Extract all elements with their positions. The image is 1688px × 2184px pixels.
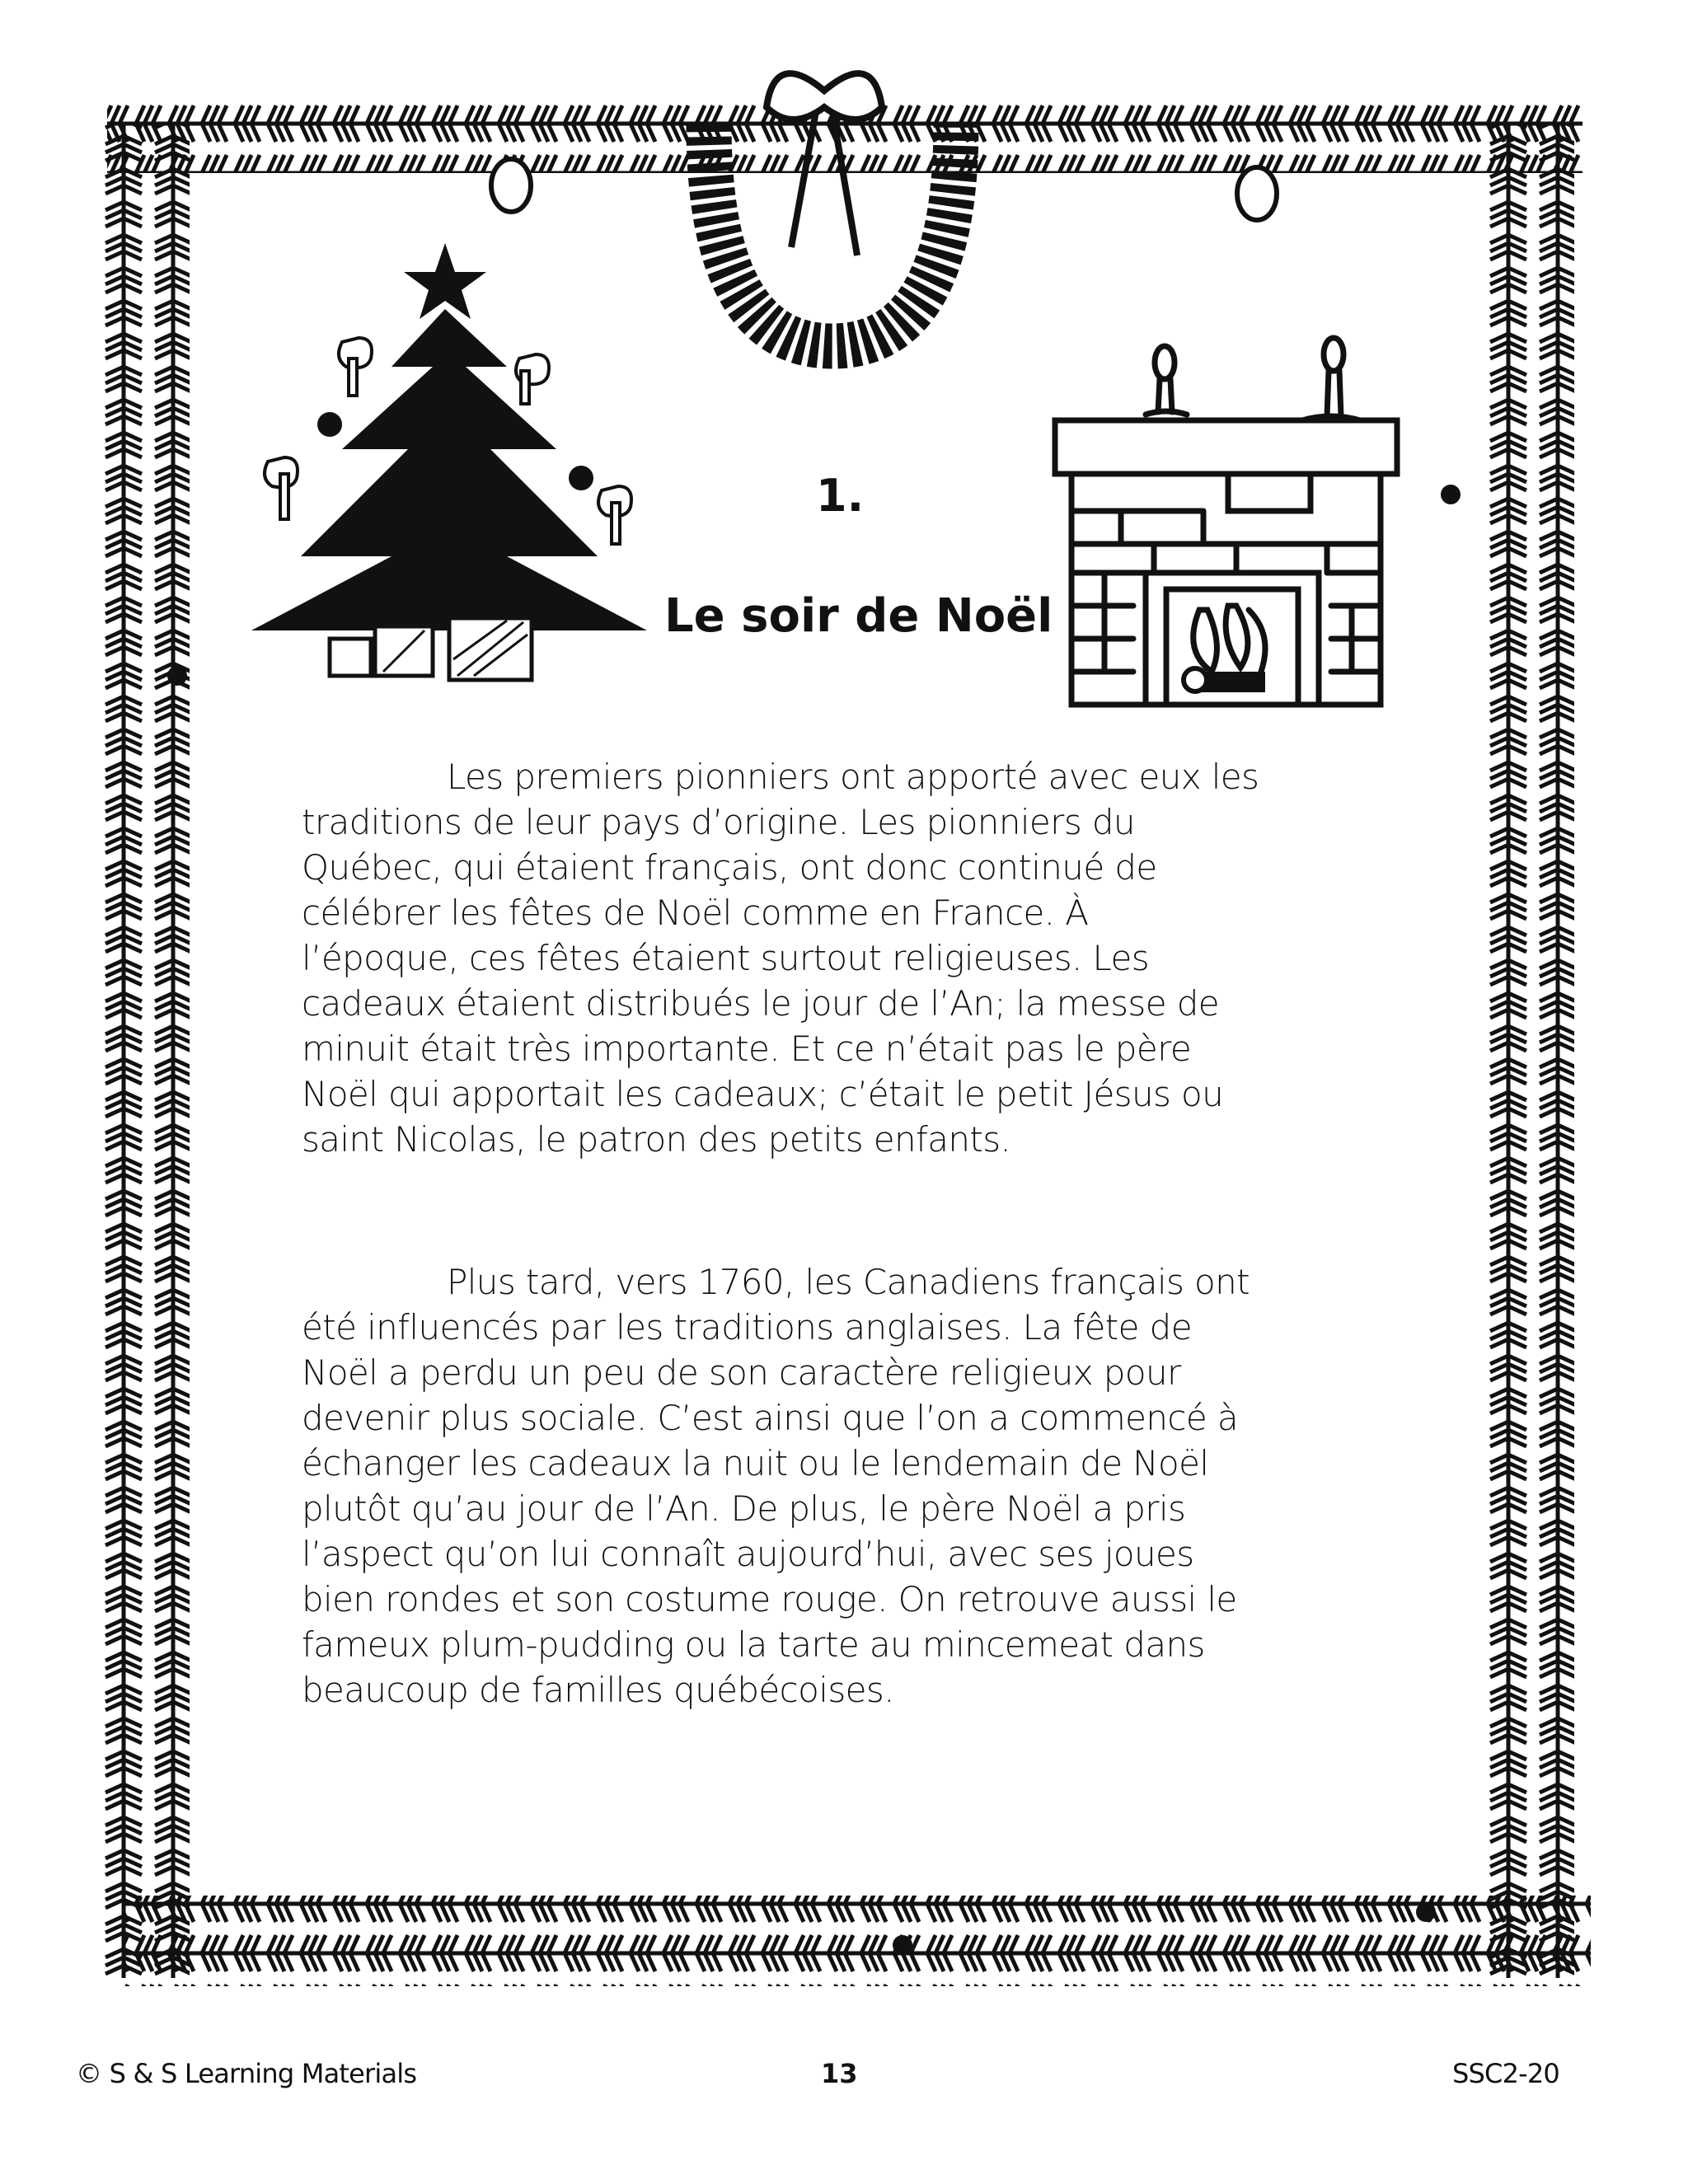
paragraph-line: plutôt qu’au jour de l’An. De plus, le père Noël a pris [302,1488,1186,1529]
paragraph-line: Plus tard, vers 1760, les Canadiens français ont [447,1262,1250,1302]
paragraph-line: fameux plum-pudding ou la tarte au mincemeat dans [302,1624,1205,1665]
paragraph-line: Noël a perdu un peu de son caractère religieux pour [302,1352,1181,1393]
page-title: Le soir de Noël [664,589,1053,643]
footer-code: SSC2-20 [1452,2058,1559,2089]
footer-copyright: © S & S Learning Materials [76,2058,417,2089]
paragraph-line: devenir plus sociale. C’est ainsi que l’on a commencé à [302,1398,1239,1438]
paragraph-line: échanger les cadeaux la nuit ou le lendemain de Noël [302,1443,1209,1483]
paragraph-line: bien rondes et son costume rouge. On retrouve aussi le [302,1579,1237,1619]
paragraph-line: cadeaux étaient distribués le jour de l’An; la messe de [302,983,1219,1024]
paragraph-line: saint Nicolas, le patron des petits enfants. [302,1119,1011,1160]
paragraph-line: Les premiers pionniers ont apporté avec eux les [447,757,1259,797]
paragraph-line: célébrer les fêtes de Noël comme en France. À [302,893,1089,933]
paragraph-line: été influencés par les traditions anglaises. La fête de [302,1307,1192,1347]
section-number: 1. [816,470,865,522]
christmas-tree-icon [243,243,663,725]
footer-page-number: 13 [821,2058,858,2089]
paragraph-2 [302,1259,1373,1713]
paragraph-line: l’aspect qu’on lui connaît aujourd’hui, avec ses joues [302,1534,1194,1574]
paragraph-line: Noël qui apportait les cadeaux; c’était le petit Jésus ou [302,1074,1224,1114]
paragraph-line: Québec, qui étaient français, ont donc continué de [302,847,1157,888]
paragraph-1 [302,754,1373,1162]
paragraph-line: traditions de leur pays d’origine. Les pionniers du [302,802,1135,842]
paragraph-line: beaucoup de familles québécoises. [302,1670,894,1710]
paragraph-line: minuit était très importante. Et ce n’était pas le père [302,1029,1192,1069]
paragraph-line: l’époque, ces fêtes étaient surtout religieuses. Les [302,938,1150,978]
fireplace-icon [1039,326,1405,713]
